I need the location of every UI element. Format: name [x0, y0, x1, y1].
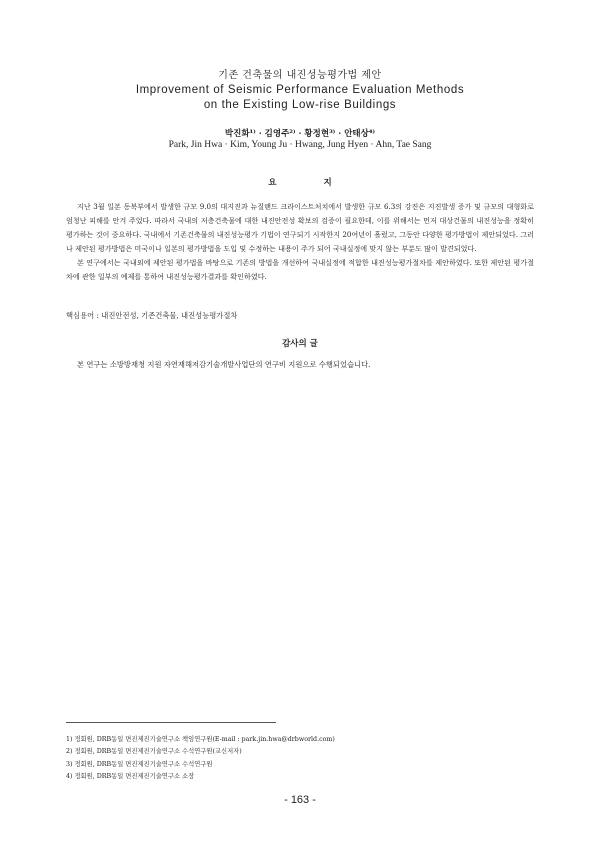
acknowledgement-text: 본 연구는 소방방재청 지원 자연재해저감기술개발사업단의 연구비 지원으로 수행되었습니다. — [77, 360, 371, 369]
footnotes — [66, 734, 534, 783]
footnote-divider — [66, 722, 276, 723]
title-korean: 기존 건축물의 내진성능평가법 제안 — [218, 70, 382, 81]
footnote-1: 1) 정회원, DRB동일 면진제진기술연구소 책임연구원(E-mail : park.jin.hwa@drbworld.com) — [66, 736, 335, 743]
authors-english: Park, Jin Hwa · Kim, Young Ju · Hwang, Jung Hyen · Ahn, Tae Sang — [168, 140, 432, 150]
abstract-heading: 요 지 — [268, 178, 354, 188]
footnote-2: 2) 정회원, DRB동일 면진제진기술연구소 수석연구원(교신저자) — [66, 748, 242, 756]
page-number: - 163 - — [284, 794, 316, 806]
footnote-4: 4) 정회원, DRB동일 면진제진기술연구소 소장 — [66, 772, 195, 780]
keywords: 핵심용어 : 내진안전성, 기존건축물, 내진성능평가절차 — [66, 311, 238, 320]
acknowledgement-heading: 감사의 글 — [282, 339, 318, 349]
title-english-line2: on the Existing Low-rise Buildings — [203, 99, 397, 111]
abstract-paragraph-1: 지난 3월 일본 동북부에서 발생한 규모 9.0의 대지진과 뉴질랜드 크라이스트처치에서 발생한 규모 6.3의 강진은 지진발생 증가 및 규모의 대형화로 엄청난 피해를 안겨 주었다. 따라서 국내의 저층건축물에 대한 내진안전성 확보의 검증이 필요한데, 이를 위해서는 먼저 대상건물의 내진성능을 정확히 평가하는 것이 중요하다. 국내에서 기존건축물의 내진성능평가 기법이 연구되기 시작한지 20여년이 흘렀고, 그동안 다양한 평가방법이 제안되었다. 그러나 제안된 평가방법은 미국이나 일본의 평가방법을 도입 및 수정하는 내용이 주가 되어 국내실정에 맞지 않는 부분도 많이 발견되었다. — [66, 202, 534, 253]
abstract-body — [66, 200, 534, 284]
abstract-paragraph-2: 본 연구에서는 국내외에 제안된 평가법을 바탕으로 기존의 방법을 개선하여 국내실정에 적합한 내진성능평가절차를 제안하였다. 또한 제안된 평가절차에 관한 일부의 예제를 통하여 내진성능평가결과를 확인하였다. — [66, 258, 534, 281]
footnote-3: 3) 정회원, DRB동일 면진제진기술연구소 수석연구원 — [66, 760, 213, 768]
title-english-line1: Improvement of Seismic Performance Evaluation Methods — [135, 84, 465, 96]
authors-korean: 박진화¹⁾ · 김영주²⁾ · 황정현³⁾ · 안태상⁴⁾ — [224, 129, 376, 139]
